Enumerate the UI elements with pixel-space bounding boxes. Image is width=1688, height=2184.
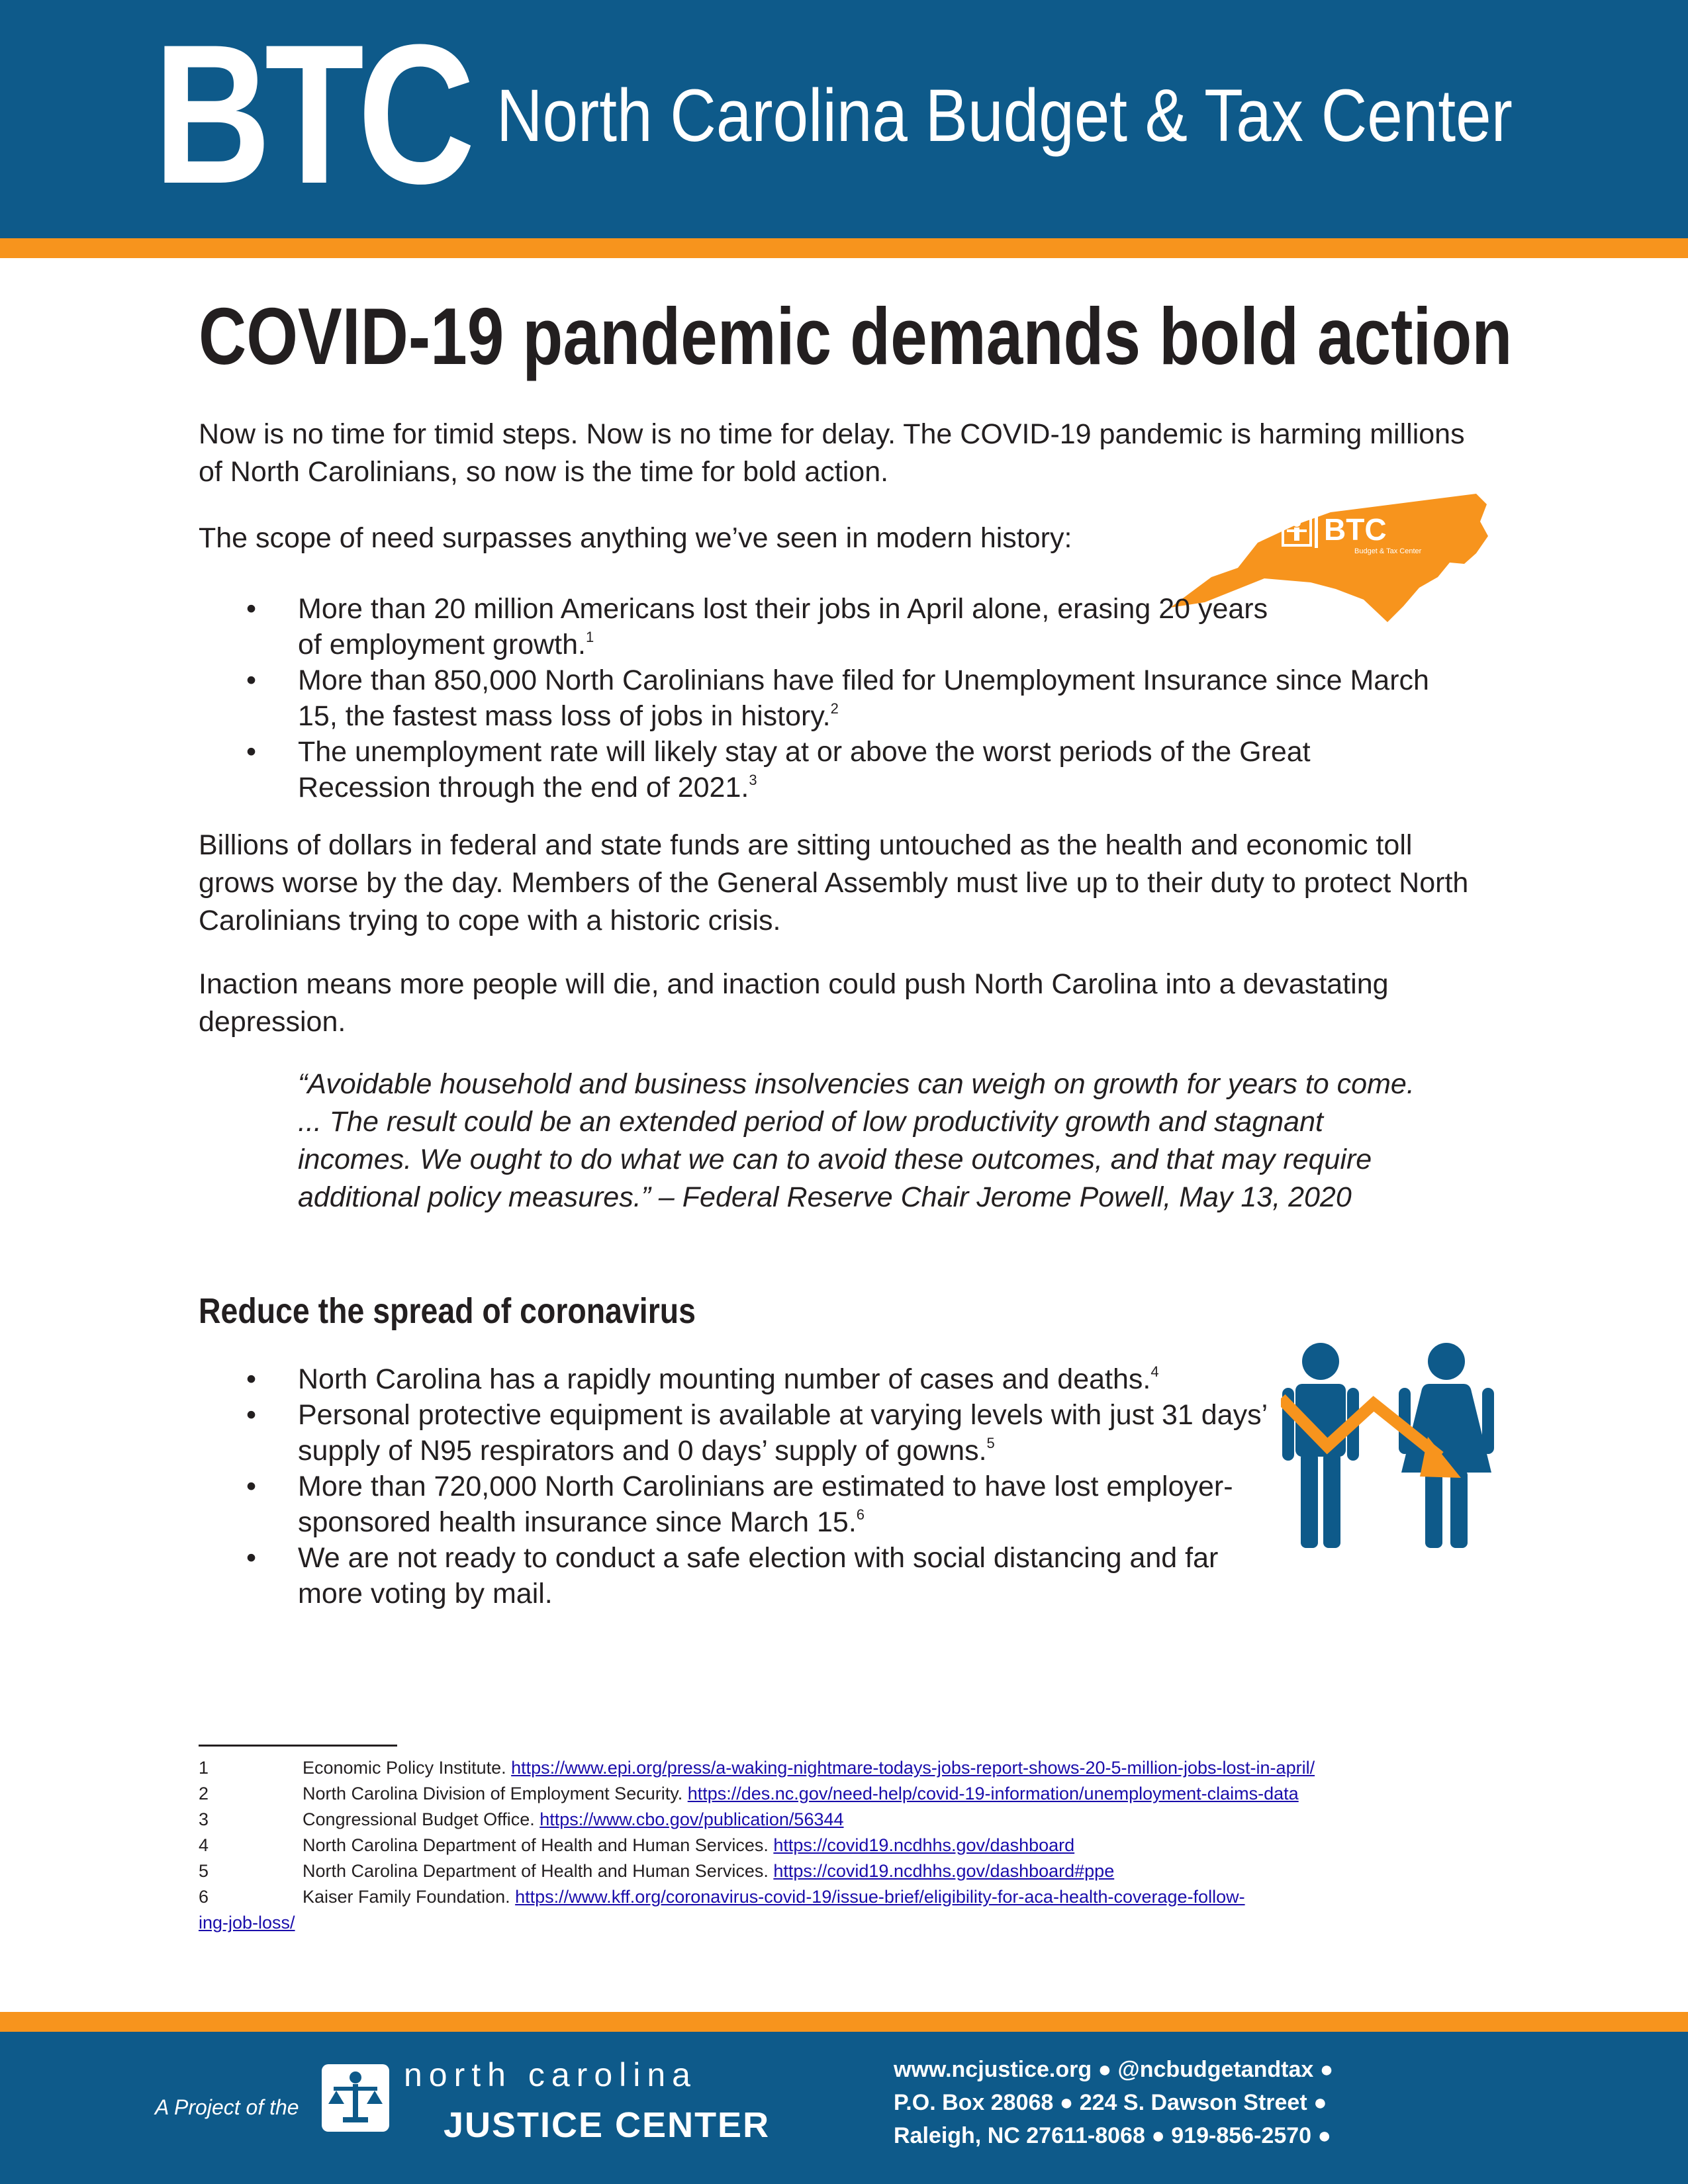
org-name: North Carolina Budget & Tax Center	[496, 74, 1513, 157]
contact-web-social: www.ncjustice.org ● @ncbudgetandtax ●	[894, 2057, 1334, 2082]
spread-bullet-list	[199, 1361, 1271, 1612]
footnote-link[interactable]: https://www.cbo.gov/publication/56344	[539, 1809, 844, 1829]
section-heading: Reduce the spread of coronavirus	[199, 1291, 696, 1331]
map-btc-subtext: Budget & Tax Center	[1354, 547, 1422, 555]
btc-logo: BTC	[154, 3, 469, 225]
contact-info	[894, 2053, 1333, 2152]
footnote-link[interactable]: https://covid19.ncdhhs.gov/dashboard	[773, 1835, 1075, 1855]
contact-mailing: P.O. Box 28068 ● 224 S. Dawson Street ●	[894, 2090, 1327, 2115]
funds-paragraph: Billions of dollars in federal and state funds are sitting untouched as the health and economic toll grows worse by the day. Members of the General Assembly must live up to their duty to protect North Carolinians trying to cope with a historic crisis.	[199, 829, 1469, 936]
justice-scales-logo-icon	[319, 2062, 392, 2134]
footnote-divider	[199, 1745, 397, 1747]
list-item: • Personal protective equipment is available at varying levels with just 31 days’ supply of N95 respirators and 0 days’ supply of gowns.$^5$	[246, 1399, 1267, 1467]
contact-city-phone: Raleigh, NC 27611-8068 ● 919-856-2570 ●	[894, 2123, 1332, 2148]
footnote: 6 Kaiser Family Foundation. https://www.kff.org/coronavirus-covid-19/issue-brief/eligibility-for-aca-health-coverage-follow-	[199, 1887, 1245, 1907]
page-header	[0, 0, 1688, 238]
footnote: 4 North Carolina Department of Health and Human Services. https://covid19.ncdhhs.gov/dashboard	[199, 1835, 1075, 1855]
footnote-link[interactable]: https://des.nc.gov/need-help/covid-19-information/unemployment-claims-data	[687, 1784, 1299, 1803]
footnote: 5 North Carolina Department of Health and Human Services. https://covid19.ncdhhs.gov/dashboard#ppe	[199, 1861, 1115, 1881]
footnote-link[interactable]: https://www.kff.org/coronavirus-covid-19/issue-brief/eligibility-for-aca-health-coverage-follow-	[515, 1887, 1245, 1907]
footnote-link[interactable]: ing-job-loss/	[199, 1913, 295, 1933]
inaction-paragraph: Inaction means more people will die, and inaction could push North Carolina into a devastating depression.	[199, 968, 1389, 1038]
intro-paragraph: Now is no time for timid steps. Now is no time for delay. The COVID-19 pandemic is harming millions of North Carolinians, so now is the time for bold action.	[199, 418, 1465, 488]
footnote-link[interactable]: https://covid19.ncdhhs.gov/dashboard#ppe	[773, 1861, 1115, 1881]
list-item: • North Carolina has a rapidly mounting number of cases and deaths.$^4$	[246, 1363, 1159, 1395]
footnote-continuation	[199, 1910, 1489, 1936]
footnote: 1 Economic Policy Institute. https://www.epi.org/press/a-waking-nightmare-todays-jobs-report-shows-20-5-million-jobs-lost-in-april/	[199, 1758, 1315, 1778]
map-btc-text: BTC	[1324, 512, 1387, 547]
footnotes	[199, 1755, 1489, 1936]
header-accent-stripe	[0, 238, 1688, 258]
footnote: 3 Congressional Budget Office. https://www.cbo.gov/publication/56344	[199, 1809, 844, 1829]
project-of-label: A Project of the	[155, 2095, 299, 2119]
njc-name-line2: JUSTICE CENTER	[444, 2105, 771, 2145]
footnote: 2 North Carolina Division of Employment Security. https://des.nc.gov/need-help/covid-19-information/unemployment-claims-data	[199, 1784, 1299, 1803]
footer-accent-stripe	[0, 2012, 1688, 2032]
page-footer	[0, 2032, 1688, 2184]
page-title: COVID-19 pandemic demands bold action	[199, 291, 1513, 381]
scope-bullet-list	[199, 591, 1443, 805]
njc-name-line1: north carolina	[404, 2056, 697, 2093]
list-item: • More than 20 million Americans lost their jobs in April alone, erasing 20 years of employment growth.$^1$	[246, 593, 1268, 660]
list-item: • More than 720,000 North Carolinians are estimated to have lost employer-sponsored health insurance since March 15.$^6$	[246, 1471, 1233, 1538]
people-decline-icon	[1281, 1340, 1499, 1552]
powell-quote: “Avoidable household and business insolvencies can weigh on growth for years to come. ... The result could be an extended period of low productivity growth and stagnant incomes. We ought to do what we can to avoid these outcomes, and that may require additional policy measures.” – Federal Reserve Chair Jerome Powell, May 13, 2020	[298, 1068, 1415, 1213]
list-item: • The unemployment rate will likely stay at or above the worst periods of the Great Recession through the end of 2021.$^3$	[246, 736, 1311, 803]
list-item: • More than 850,000 North Carolinians have filed for Unemployment Insurance since March 15, the fastest mass loss of jobs in history.$^2$	[246, 664, 1429, 732]
list-item: • We are not ready to conduct a safe election with social distancing and far more voting by mail.	[246, 1542, 1219, 1610]
scope-intro: The scope of need surpasses anything we’ve seen in modern history:	[199, 522, 1072, 554]
footnote-link[interactable]: https://www.epi.org/press/a-waking-nightmare-todays-jobs-report-shows-20-5-million-jobs-lost-in-april/	[511, 1758, 1315, 1778]
